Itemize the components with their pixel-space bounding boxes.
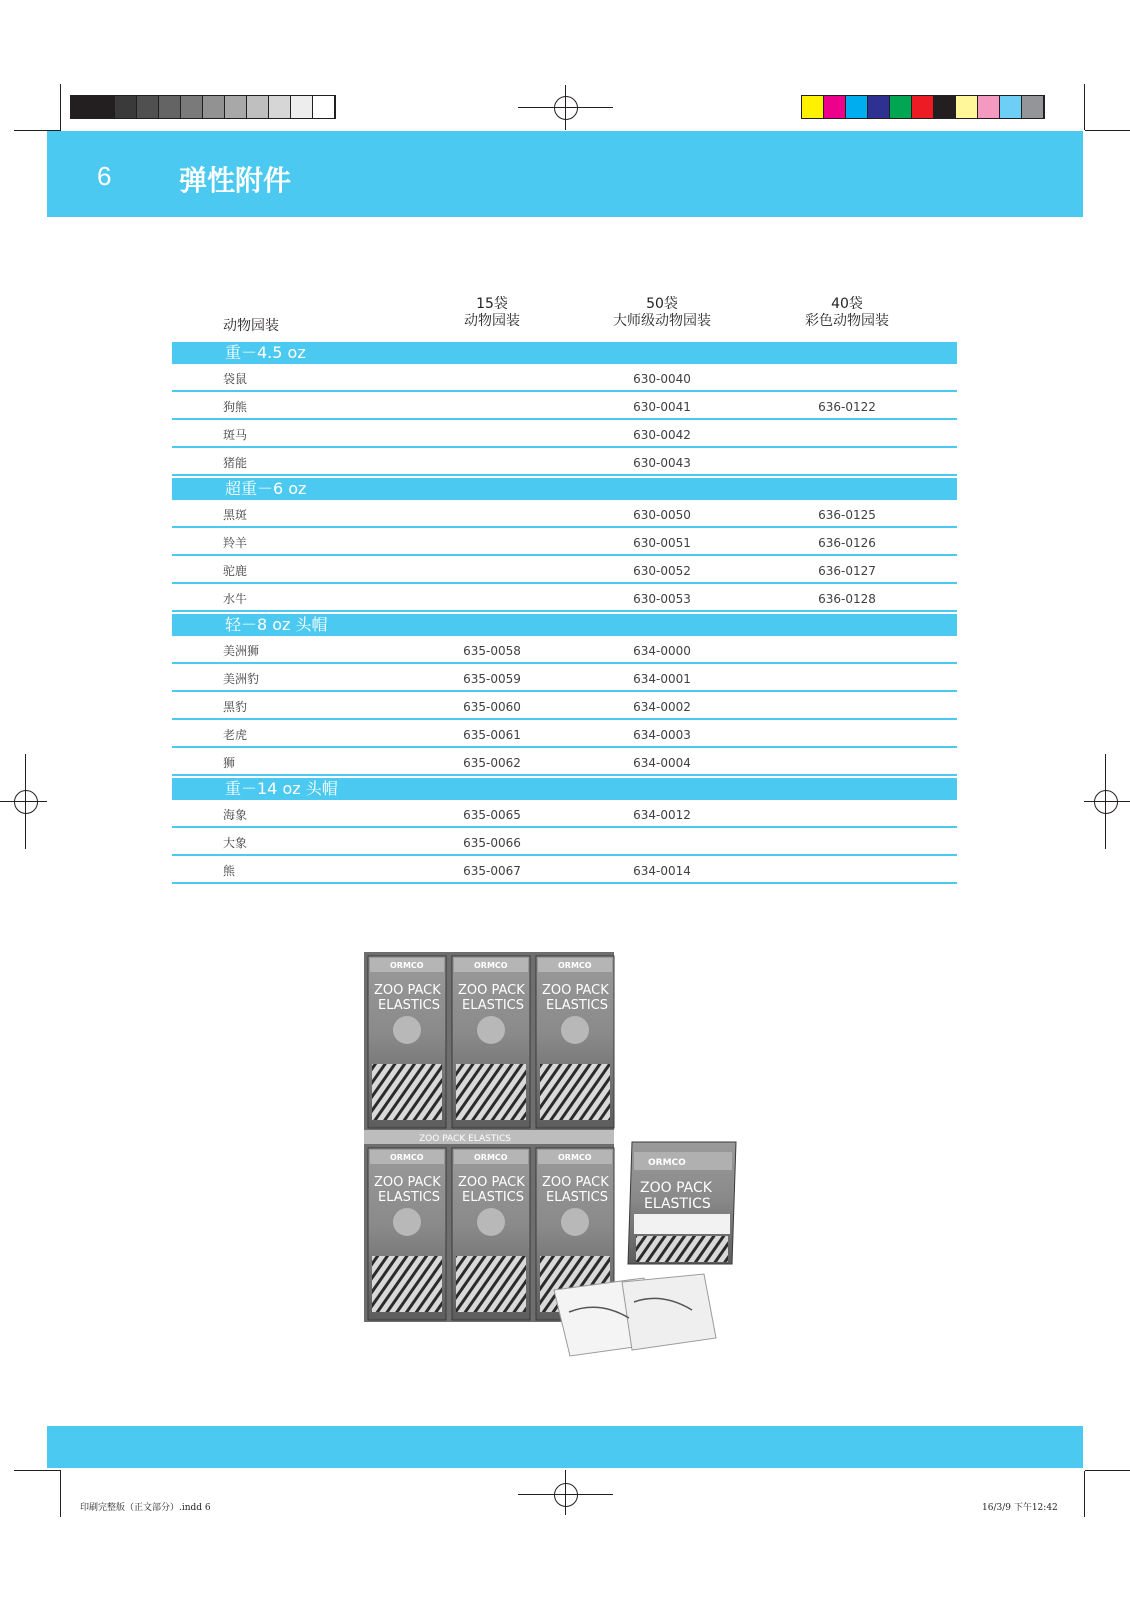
cell-animal-name: 狮 — [223, 756, 236, 770]
tiger-illustration — [540, 1064, 610, 1120]
box-brand: ORMCO — [474, 1153, 508, 1162]
date-slug: 16/3/9 下午12:42 — [982, 1503, 1058, 1513]
cell-animal-name: 羚羊 — [223, 536, 248, 550]
cell-animal-name: 斑马 — [223, 428, 248, 442]
box-title-line1: ZOO PACK — [458, 983, 525, 998]
zoo-pack-box — [452, 956, 530, 1128]
crop-mark-top-right-h — [1085, 130, 1130, 131]
chapter-title: 弹性附件 — [179, 164, 292, 197]
table-row — [172, 720, 957, 748]
cell-animal-name: 黑豹 — [223, 700, 248, 714]
gray-patch — [291, 96, 313, 118]
cell-40-bags: 636-0126 — [818, 536, 876, 550]
cell-animal-name: 大象 — [223, 836, 248, 850]
box-title-line1: ZOO PACK — [542, 983, 609, 998]
color-patch — [934, 96, 956, 118]
box-title-line2: ELASTICS — [378, 998, 441, 1013]
gray-patch — [203, 96, 225, 118]
cell-15-bags: 635-0061 — [463, 728, 521, 742]
gray-patch — [181, 96, 203, 118]
color-patch — [1000, 96, 1022, 118]
cell-animal-name: 美洲狮 — [223, 644, 260, 658]
box-title-line2: ELASTICS — [378, 1190, 441, 1205]
box-title-line1: ZOO PACK — [374, 1175, 441, 1190]
tiger-illustration — [372, 1064, 442, 1120]
crop-mark-bottom-left-h — [14, 1470, 61, 1471]
cell-15-bags: 635-0059 — [463, 672, 521, 686]
table-row — [172, 636, 957, 664]
crop-mark-bottom-right-v — [1084, 1471, 1085, 1517]
box-brand: ORMCO — [390, 961, 424, 970]
table-row — [172, 584, 957, 612]
color-patch — [846, 96, 868, 118]
gray-calibration-bar — [70, 95, 336, 119]
cell-animal-name: 海象 — [223, 808, 248, 822]
cell-animal-name: 黑斑 — [223, 508, 248, 522]
gray-patch — [225, 96, 247, 118]
section-header: 超重－6 oz — [172, 478, 957, 500]
cell-50-bags: 630-0050 — [633, 508, 691, 522]
footer-band — [47, 1426, 1083, 1468]
cell-animal-name: 猪能 — [223, 456, 248, 470]
shelf-label: ZOO PACK ELASTICS — [419, 1134, 512, 1144]
cell-50-bags: 634-0001 — [633, 672, 691, 686]
table-row — [172, 556, 957, 584]
gray-patch — [71, 96, 93, 118]
cell-15-bags: 635-0067 — [463, 864, 521, 878]
tiger-illustration — [456, 1064, 526, 1120]
box-title-line2: ELASTICS — [546, 1190, 609, 1205]
zoo-pack-product-photo — [364, 952, 784, 1370]
column-header-15-bags: 15袋 动物园装 — [464, 296, 520, 329]
box-brand: ORMCO — [390, 1153, 424, 1162]
zoo-pack-table — [172, 296, 957, 884]
gray-patch — [115, 96, 137, 118]
cell-animal-name: 水牛 — [223, 592, 248, 606]
gray-patch — [313, 96, 335, 118]
cell-50-bags: 634-0002 — [633, 700, 691, 714]
color-calibration-bar — [801, 95, 1045, 119]
cell-animal-name: 驼鹿 — [223, 564, 248, 578]
cell-animal-name: 狗熊 — [223, 400, 248, 414]
color-patch — [802, 96, 824, 118]
table-row — [172, 364, 957, 392]
cell-50-bags: 634-0003 — [633, 728, 691, 742]
cell-40-bags: 636-0125 — [818, 508, 876, 522]
column-header-40-bags: 40袋 彩色动物园装 — [805, 296, 889, 329]
table-row — [172, 856, 957, 884]
crop-mark-bottom-right-h — [1085, 1470, 1130, 1471]
gray-patch — [159, 96, 181, 118]
table-row — [172, 500, 957, 528]
cell-50-bags: 634-0014 — [633, 864, 691, 878]
gray-patch — [247, 96, 269, 118]
zoo-pack-box — [368, 1148, 446, 1320]
cell-50-bags: 630-0051 — [633, 536, 691, 550]
cell-animal-name: 老虎 — [223, 728, 248, 742]
section-header: 重－4.5 oz — [172, 342, 957, 364]
crop-mark-top-right-v — [1084, 84, 1085, 130]
column-header-name: 动物园装 — [223, 318, 279, 334]
table-row — [172, 828, 957, 856]
color-patch — [956, 96, 978, 118]
table-row — [172, 528, 957, 556]
cell-50-bags: 634-0012 — [633, 808, 691, 822]
color-patch — [868, 96, 890, 118]
zoo-pack-box — [452, 1148, 530, 1320]
cell-40-bags: 636-0127 — [818, 564, 876, 578]
color-patch — [912, 96, 934, 118]
cell-15-bags: 635-0060 — [463, 700, 521, 714]
box-title-line2: ELASTICS — [462, 1190, 525, 1205]
box-title-line2: ELASTICS — [546, 998, 609, 1013]
cell-15-bags: 635-0065 — [463, 808, 521, 822]
single-box-line2: ELASTICS — [644, 1196, 711, 1212]
cell-15-bags: 635-0058 — [463, 644, 521, 658]
box-title-line1: ZOO PACK — [542, 1175, 609, 1190]
color-patch — [890, 96, 912, 118]
box-title-line1: ZOO PACK — [374, 983, 441, 998]
cell-50-bags: 630-0053 — [633, 592, 691, 606]
box-title-line2: ELASTICS — [462, 998, 525, 1013]
column-header-50-bags: 50袋 大师级动物园装 — [613, 296, 711, 329]
cell-40-bags: 636-0128 — [818, 592, 876, 606]
table-row — [172, 420, 957, 448]
color-patch — [824, 96, 846, 118]
crop-mark-top-left-v — [60, 84, 61, 130]
color-patch — [978, 96, 1000, 118]
table-row — [172, 448, 957, 476]
elastic-packets — [554, 1274, 716, 1356]
box-title-line1: ZOO PACK — [458, 1175, 525, 1190]
cell-50-bags: 634-0000 — [633, 644, 691, 658]
table-row — [172, 664, 957, 692]
zoo-pack-box — [536, 956, 614, 1128]
tiger-illustration — [456, 1256, 526, 1312]
table-header — [172, 296, 957, 340]
cell-50-bags: 630-0042 — [633, 428, 691, 442]
cell-animal-name: 熊 — [223, 864, 236, 878]
single-box-brand: ORMCO — [648, 1158, 686, 1168]
cell-animal-name: 美洲豹 — [223, 672, 260, 686]
box-brand: ORMCO — [558, 961, 592, 970]
cell-15-bags: 635-0062 — [463, 756, 521, 770]
section-header: 轻－8 oz 头帽 — [172, 614, 957, 636]
table-body — [172, 342, 957, 884]
cell-animal-name: 袋鼠 — [223, 372, 248, 386]
box-brand: ORMCO — [474, 961, 508, 970]
chapter-header-band — [47, 131, 1083, 217]
single-zoo-pack-box — [628, 1142, 736, 1264]
cell-50-bags: 630-0040 — [633, 372, 691, 386]
cell-50-bags: 630-0041 — [633, 400, 691, 414]
cell-50-bags: 630-0043 — [633, 456, 691, 470]
gray-patch — [269, 96, 291, 118]
cell-50-bags: 634-0004 — [633, 756, 691, 770]
cell-15-bags: 635-0066 — [463, 836, 521, 850]
file-slug: 印刷完整版（正文部分）.indd 6 — [80, 1503, 211, 1513]
crop-mark-bottom-left-v — [60, 1471, 61, 1517]
box-brand: ORMCO — [558, 1153, 592, 1162]
color-patch — [1022, 96, 1044, 118]
cell-50-bags: 630-0052 — [633, 564, 691, 578]
tiger-illustration — [372, 1256, 442, 1312]
table-row — [172, 392, 957, 420]
zoo-pack-box — [368, 956, 446, 1128]
chapter-number: 6 — [97, 161, 112, 191]
gray-patch — [93, 96, 115, 118]
table-row — [172, 748, 957, 776]
table-row — [172, 692, 957, 720]
single-box-line1: ZOO PACK — [640, 1180, 712, 1196]
gray-patch — [137, 96, 159, 118]
cell-40-bags: 636-0122 — [818, 400, 876, 414]
table-row — [172, 800, 957, 828]
section-header: 重－14 oz 头帽 — [172, 778, 957, 800]
